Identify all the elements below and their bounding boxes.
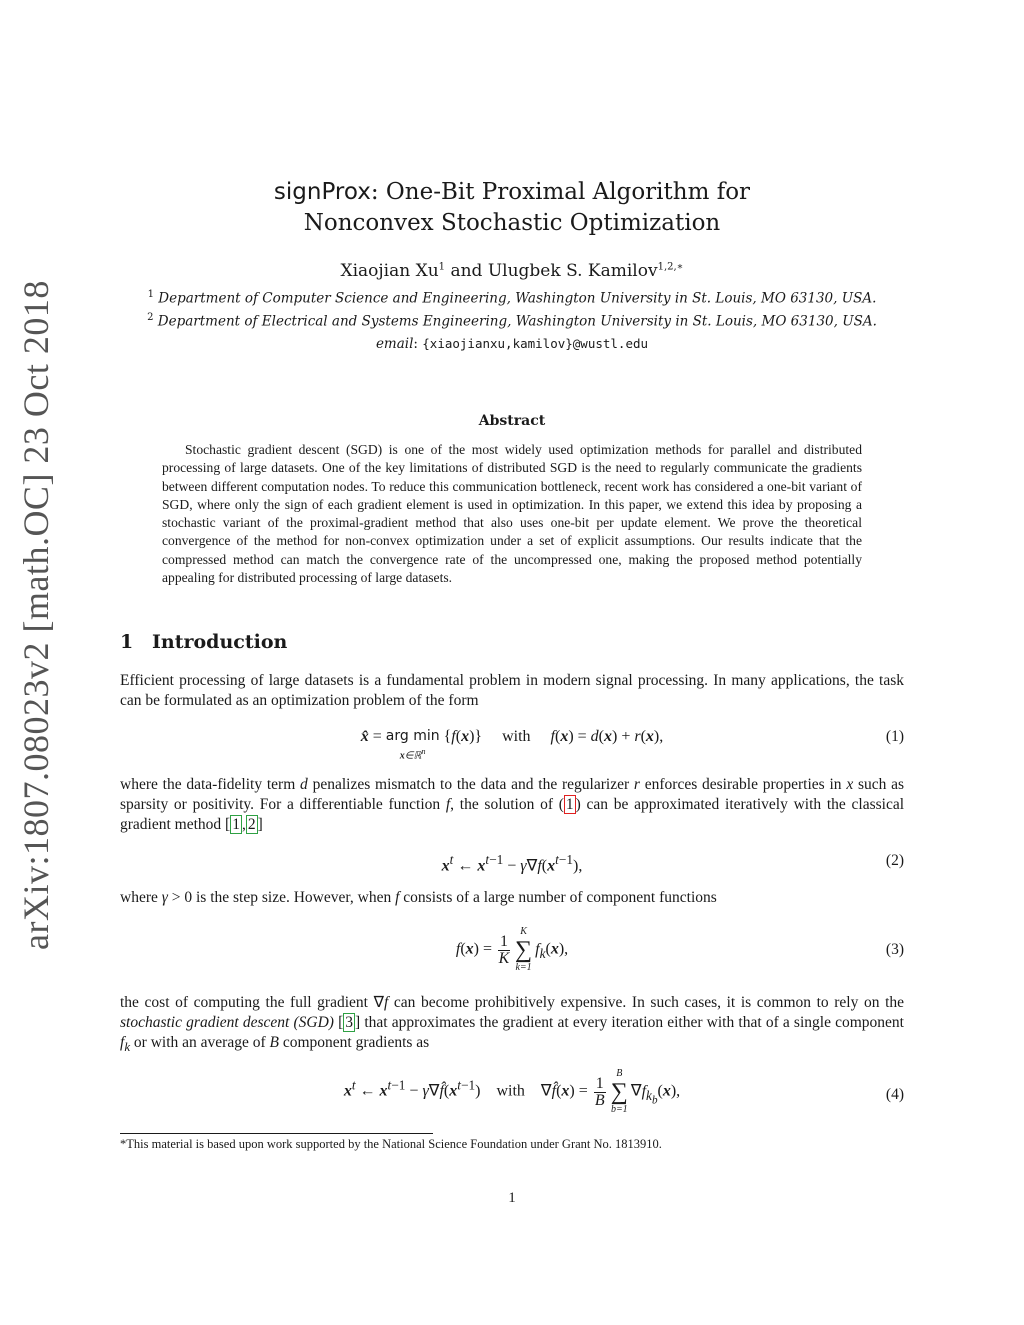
affiliation-1 (0, 289, 1024, 307)
equation-3 (120, 922, 904, 982)
title-line-1-text: : One-Bit Proximal Algorithm for (370, 179, 751, 205)
paragraph-1 (120, 671, 904, 711)
equation-2-number: (2) (885, 852, 904, 869)
affil-1-num: 1 (147, 289, 154, 300)
author-2: Ulugbek S. Kamilov (487, 261, 658, 281)
abstract-heading: Abstract (478, 413, 546, 429)
section-title: Introduction (152, 631, 288, 653)
equation-4-number: (4) (885, 1086, 904, 1103)
affil-1-text: Department of Computer Science and Engineering, Washington University in St. Louis, MO 63130, USA. (158, 290, 877, 307)
authors (0, 261, 1024, 281)
author-1-sup: 1 (438, 261, 446, 273)
email-label: email (375, 336, 414, 352)
arxiv-sidebar-id: arXiv:1807.08023v2 [math.OC] 23 Oct 2018 (16, 280, 56, 950)
equation-1 (120, 728, 904, 772)
affil-2-text: Department of Electrical and Systems Engineering, Washington University in St. Louis, MO 63130, USA. (157, 313, 877, 330)
author-1: Xiaojian Xu (340, 261, 439, 281)
paragraph-3 (120, 888, 904, 908)
footnote: *This material is based upon work supported by the National Science Foundation under Grant No. 1813910. (120, 1137, 662, 1151)
equation-4 (120, 1066, 904, 1126)
author-and: and (450, 261, 483, 281)
section-number: 1 (120, 631, 134, 653)
equation-2-body: $x^t$ ← $x^{t-1} - \gamma\nabla f(x^{t-1})$, (441, 852, 583, 875)
abstract-text: Stochastic gradient descent (SGD) is one of the most widely used optimization methods for parallel and distributed processing of large datasets. One of the key limitations of distributed SGD is the need to regularly communicate the gradients between different computation nodes. To reduce this communication bottleneck, recent work has considered a one-bit variant of SGD, where only the sign of each gradient element is used in optimization. In this paper, we extend this idea by proposing a stochastic variant of the proximal-gradient method that also uses one-bit per update element. We prove the theoretical convergence of the method for non-convex optimization under a set of explicit assumptions. Our results indicate that the compressed method can match the convergence rate of the uncompressed one, making the proposed method potentially appealing for distributed processing of large datasets. (162, 442, 862, 586)
citation-1[interactable]: 1 (232, 816, 240, 834)
citation-3[interactable]: 3 (345, 1014, 354, 1032)
section-heading (120, 631, 287, 653)
paragraph-4-text: the cost of computing the full gradient ∇f can become prohibitively expensive. In such cases, it is common to rely on the stochastic gradient descent (SGD) [ 3 ] that approximates the gradient at every iteration either with that of a single component $f_k$ or with an average of B component gradients as (120, 994, 905, 1055)
footnote-rule (120, 1133, 433, 1134)
author-2-sup: 1,2,∗ (657, 261, 684, 273)
paragraph-1-text: Efficient processing of large datasets is a fundamental problem in modern signal processing. In many applications, the task can be formulated as an optimization problem of the form (120, 672, 904, 710)
paragraph-2-text: where the data-fidelity term d penalizes mismatch to the data and the regularizer r enforces desirable properties in x such as sparsity or positivity. For a differentiable function f, the solution of ( 1 ) can be approximated iteratively with the classical gradient method [ 1 , 2 ] (120, 776, 905, 834)
paragraph-2 (120, 775, 904, 836)
page-number: 1 (508, 1190, 516, 1206)
email-line: email: {xiaojianxu,kamilov}@wustl.edu (375, 336, 649, 352)
email-address: {xiaojianxu,kamilov}@wustl.edu (422, 336, 649, 351)
equation-4-body: $x^t$ ← $x^{t-1}$ − $\gamma\nabla f̂(x^{t-1})$ with ∇f̂(x) = $\frac{1}{B}$ B ∑ b=1 $\nabla f_{k_b}(x)$, (343, 1068, 681, 1115)
title-line-2: Nonconvex Stochastic Optimization (303, 210, 721, 236)
citation-2[interactable]: 2 (247, 816, 256, 834)
affil-2-num: 2 (147, 312, 154, 323)
equation-1-body: x̂ = arg min x∈ℝ$^n$ {f(x)} with f(x) = d(x) + r(x), (360, 728, 664, 762)
paragraph-4 (120, 993, 904, 1058)
affiliation-2 (0, 312, 1024, 330)
equation-1-number: (1) (885, 728, 904, 745)
paragraph-3-text: where γ > 0 is the step size. However, when f consists of a large number of component functions (120, 889, 717, 906)
abstract-body (162, 441, 862, 587)
title-method-name: signProx (273, 179, 371, 205)
equation-ref-1[interactable]: 1 (565, 796, 574, 814)
title-line-1 (0, 177, 1024, 208)
paper-title (0, 177, 1024, 239)
equation-3-body: f(x) = $\frac{1}{K}$ K ∑ k=1 $f_k(x)$, (455, 926, 569, 973)
equation-3-number: (3) (885, 941, 904, 958)
